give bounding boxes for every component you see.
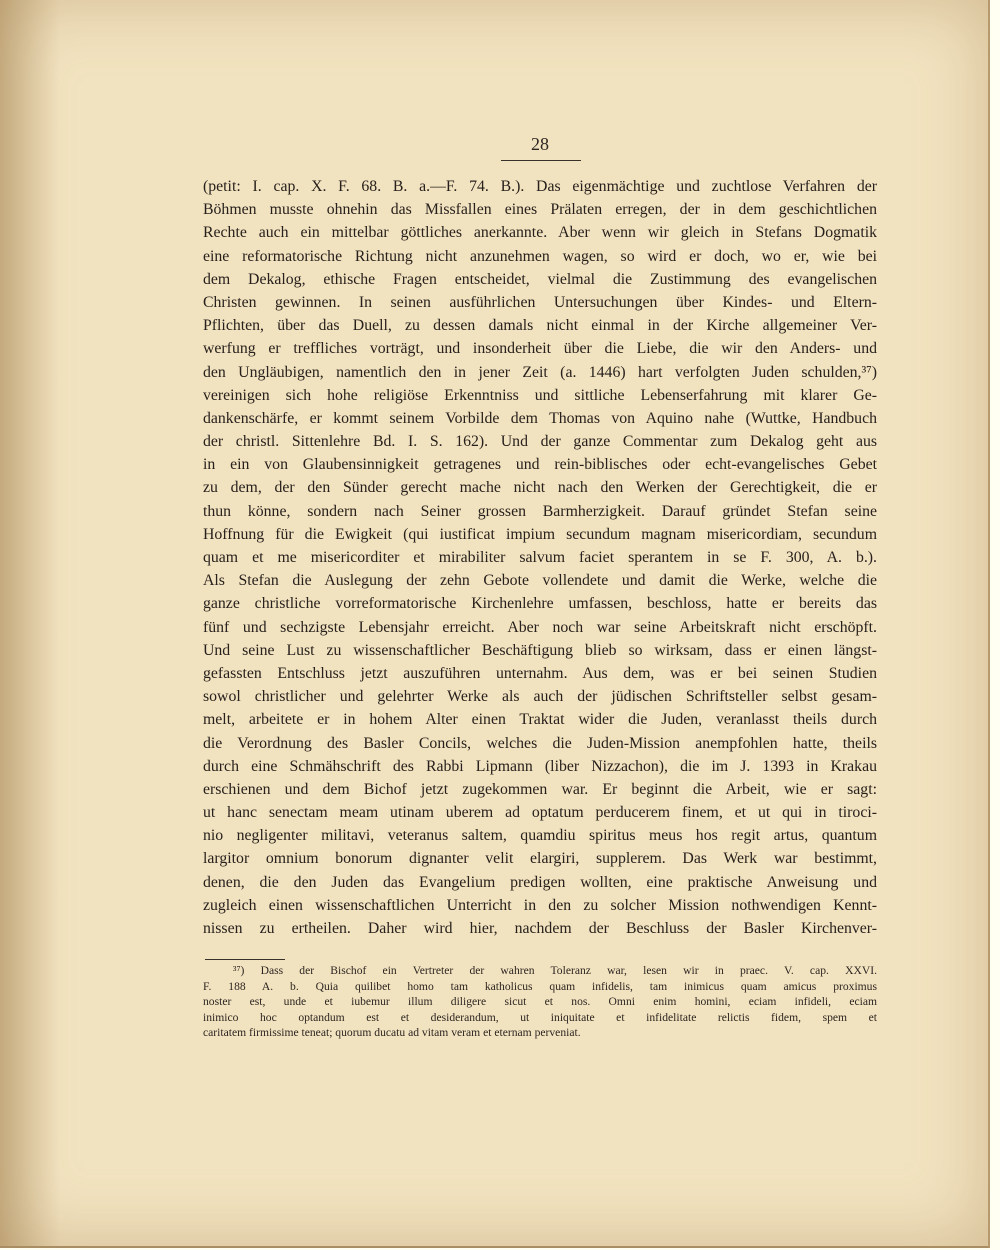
footnote-line: F. 188 A. b. Quia quilibet homo tam katholicus quam infidelis, tam inimicus quam amicus proximus <box>203 979 877 993</box>
body-line: fünf und sechzigste Lebensjahr erreicht. Aber noch war seine Arbeitskraft nicht erschöpft. <box>203 618 877 636</box>
page-number-rule <box>501 160 581 161</box>
body-line: dem Dekalog, ethische Fragen entscheidet, vielmal die Zustimmung des evangelischen <box>203 270 877 288</box>
body-line: Hoffnung für die Ewigkeit (qui iustificat impium secundum magnam misericordiam, secundum <box>203 525 877 543</box>
body-line: nissen zu ertheilen. Daher wird hier, nachdem der Beschluss der Basler Kirchenver- <box>203 920 877 937</box>
body-line: ganze christliche vorreformatorische Kirchenlehre umfassen, beschloss, hatte er bereits das <box>203 595 877 613</box>
body-line: Pflichten, über das Duell, zu dessen damals nicht einmal in der Kirche allgemeiner Ver- <box>203 317 877 335</box>
page-number: 28 <box>531 134 549 154</box>
body-line: largitor omnium bonorum dignanter velit elargiri, supplerem. Das Werk war bestimmt, <box>203 850 877 868</box>
body-line: thun könne, sondern nach Seiner grossen Barmherzigkeit. Darauf gründet Stefan seine <box>203 502 877 520</box>
body-line: den Ungläubigen, namentlich den in jener Zeit (a. 1446) hart verfolgten Juden schulden,³⁷) <box>203 363 877 381</box>
body-line: Christen gewinnen. In seinen ausführlichen Untersuchungen über Kindes- und Eltern- <box>203 293 877 311</box>
body-line: Als Stefan die Auslegung der zehn Gebote vollendete und damit die Werke, welche die <box>203 572 877 590</box>
body-line: denen, die den Juden das Evangelium predigen wollten, eine praktische Anweisung und <box>203 873 877 891</box>
footnote-line: ³⁷) Dass der Bischof ein Vertreter der wahren Toleranz war, lesen wir in praec. V. cap. XXVI. <box>233 964 877 977</box>
body-line: sowol christlicher und gelehrter Werke als auch der jüdischen Schriftsteller selbst gesam- <box>203 688 877 706</box>
footnote-line: noster est, unde et iubemur illum diligere sicut et nos. Omni enim homini, eciam infideli, eciam <box>203 995 877 1008</box>
body-line: quam et me misericorditer et mirabiliter salvum faciet sperantem in se F. 300, A. b.). <box>203 549 877 566</box>
body-line: erschienen und dem Bichof jetzt zugekommen war. Er beginnt die Arbeit, wie er sagt: <box>203 780 877 798</box>
body-line: eine reformatorische Richtung nicht anzunehmen wagen, so wird er doch, wo er, wie bei <box>203 247 877 265</box>
footnote <box>203 963 877 1041</box>
body-line: vereinigen sich hohe religiöse Erkenntniss und sittliche Lebenserfahrung mit klarer Ge- <box>203 386 877 404</box>
body-line: werfung er treffliches vorträgt, und insonderheit über die Liebe, die wir den Anders- und <box>203 340 877 358</box>
body-line: gefassten Entschluss jetzt auszuführen unternahm. Aus dem, was er bei seinen Studien <box>203 664 877 682</box>
body-line: in ein von Glaubensinnigkeit getragenes und rein-biblisches oder echt-evangelisches Gebet <box>203 456 877 474</box>
body-line: dankenschärfe, er kommt seinem Vorbilde dem Thomas von Aquino nahe (Wuttke, Handbuch <box>203 409 877 427</box>
body-line: Böhmen musste ohnehin das Missfallen eines Prälaten erregen, der in dem geschichtlichen <box>203 201 877 219</box>
body-line: nio negligenter militavi, veteranus saltem, quamdiu spiritus meus hos regit artus, quantum <box>203 827 877 845</box>
body-text <box>203 175 877 940</box>
body-line: die Verordnung des Basler Concils, welches die Juden-Mission anempfohlen hatte, theils <box>203 734 877 752</box>
footnote-line: inimico hoc optandum est et desiderandum, ut iniquitate et infidelitate relictis fidem, spem et <box>203 1010 877 1024</box>
body-line: Rechte auch ein mittelbar göttliches anerkannte. Aber wenn wir gleich in Stefans Dogmatik <box>203 224 877 242</box>
body-line: melt, arbeitete er in hohem Alter einen Traktat wider die Juden, veranlasst theils durch <box>203 711 877 729</box>
body-line: Und seine Lust zu wissenschaftlicher Beschäftigung blieb so wirksam, dass er einen längst- <box>203 641 877 659</box>
body-line: zugleich einen wissenschaftlichen Unterricht in den zu solcher Mission nothwendigen Kennt- <box>203 896 877 914</box>
body-line: (petit: I. cap. X. F. 68. B. a.—F. 74. B.). Das eigenmächtige und zuchtlose Verfahren der <box>203 178 877 195</box>
body-line: zu dem, der den Sünder gerecht mache nicht nach den Werken der Gerechtigkeit, die er <box>203 479 877 497</box>
footnote-line: caritatem firmissime teneat; quorum ducatu ad vitam veram et eternam perveniat. <box>203 1026 581 1039</box>
footnote-rule <box>205 959 285 960</box>
body-line: ut hanc senectam meam utinam uberem ad optatum perducerem finem, et ut qui in tiroci- <box>203 804 877 822</box>
body-line: der christl. Sittenlehre Bd. I. S. 162). Und der ganze Commentar zum Dekalog geht aus <box>203 433 877 451</box>
spine-shadow <box>0 0 60 1246</box>
body-line: durch eine Schmähschrift des Rabbi Lipmann (liber Nizzachon), die im J. 1393 in Krakau <box>203 757 877 775</box>
